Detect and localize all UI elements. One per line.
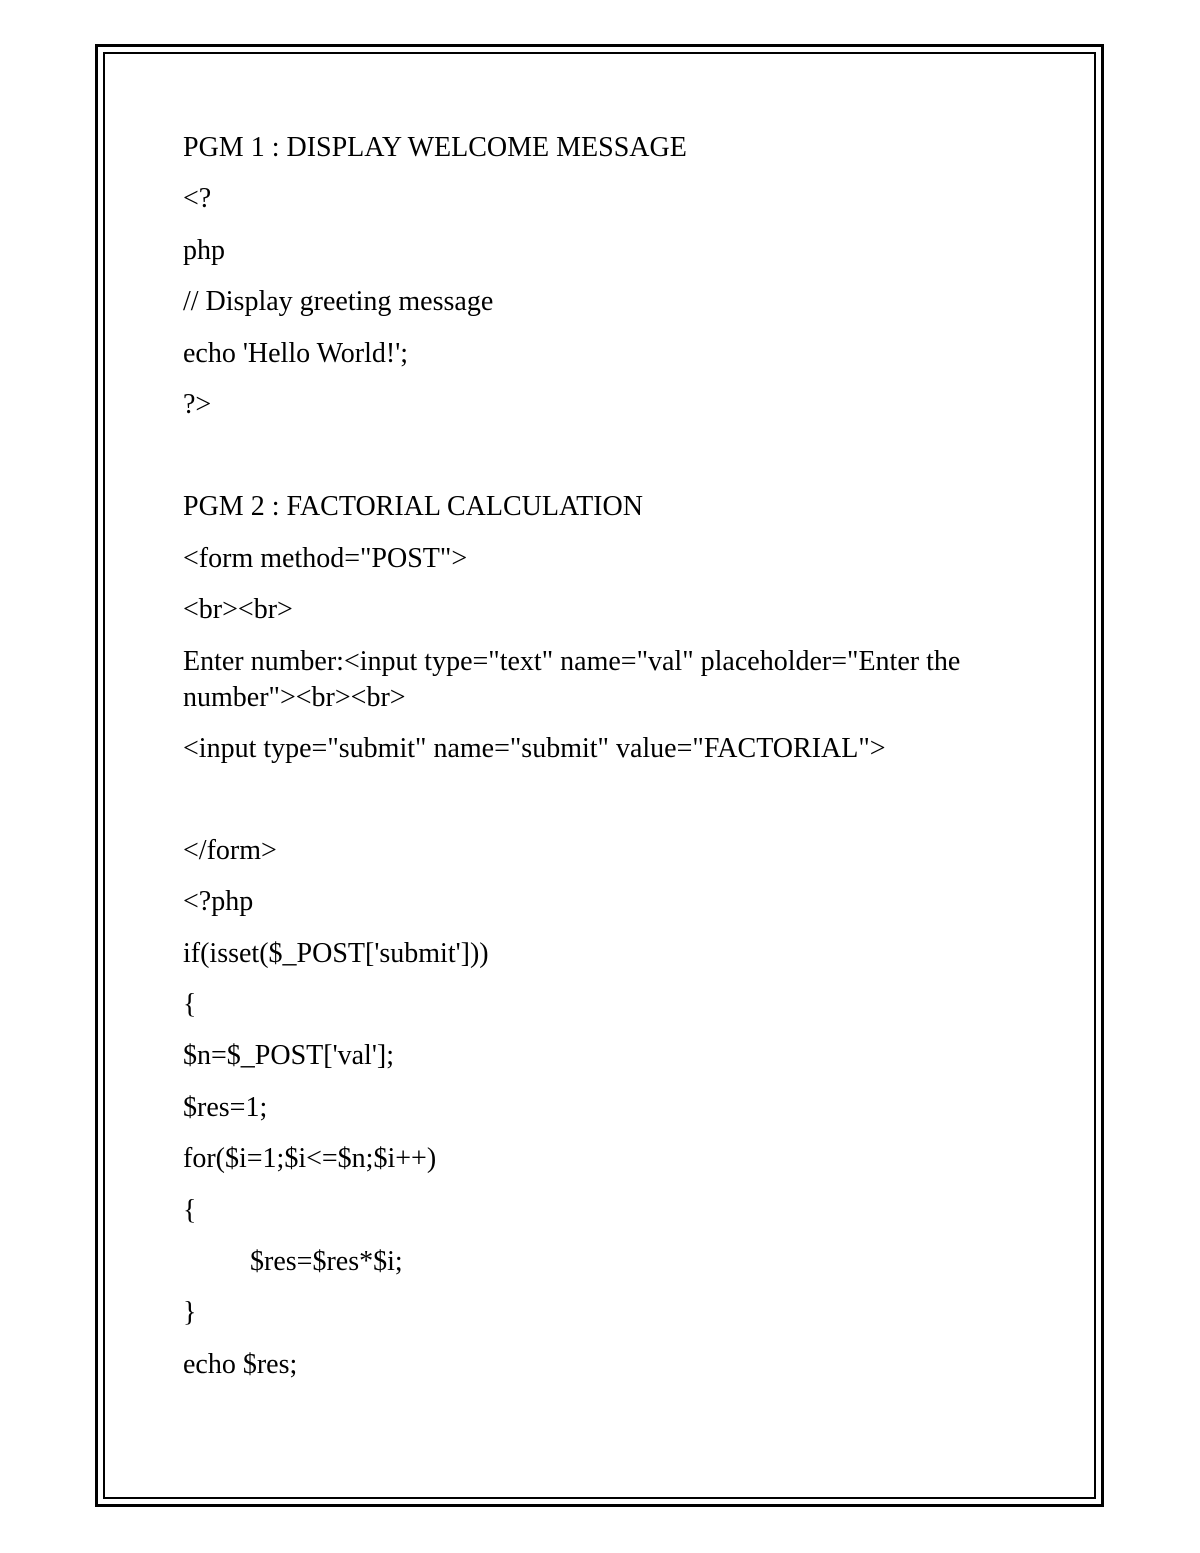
code-line: echo $res; bbox=[183, 1348, 298, 1380]
code-line-submit: <input type="submit" name="submit" value="FACTORIAL"> bbox=[183, 732, 886, 764]
code-line: $res=1; bbox=[183, 1091, 268, 1123]
code-line: if(isset($_POST['submit'])) bbox=[183, 937, 489, 969]
code-comment-line: // Display greeting message bbox=[183, 286, 494, 318]
code-line: <form method="POST"> bbox=[183, 542, 468, 574]
code-line: { bbox=[183, 1194, 197, 1226]
section-spacer bbox=[183, 438, 1033, 489]
blank-line-spacer bbox=[183, 782, 1033, 833]
code-line: echo 'Hello World!'; bbox=[183, 337, 409, 369]
code-line: $n=$_POST['val']; bbox=[183, 1040, 394, 1072]
code-line: <br><br> bbox=[183, 594, 293, 626]
code-line: <?php bbox=[183, 886, 254, 918]
code-line: <? bbox=[183, 183, 212, 215]
code-line: { bbox=[183, 989, 197, 1021]
code-line: ?> bbox=[183, 388, 212, 420]
code-line: </form> bbox=[183, 834, 277, 866]
code-line: for($i=1;$i<=$n;$i++) bbox=[183, 1143, 437, 1175]
code-line-input: Enter number:<input type="text" name="val" placeholder="Enter the number"><br><br> bbox=[183, 645, 961, 713]
code-line: } bbox=[183, 1297, 197, 1329]
program2-title: PGM 2 : FACTORIAL CALCULATION bbox=[183, 491, 643, 523]
program1-title: PGM 1 : DISPLAY WELCOME MESSAGE bbox=[183, 132, 687, 163]
code-line-loop-body: $res=$res*$i; bbox=[250, 1246, 403, 1278]
code-line: php bbox=[183, 234, 225, 266]
document-content bbox=[183, 130, 1033, 1398]
